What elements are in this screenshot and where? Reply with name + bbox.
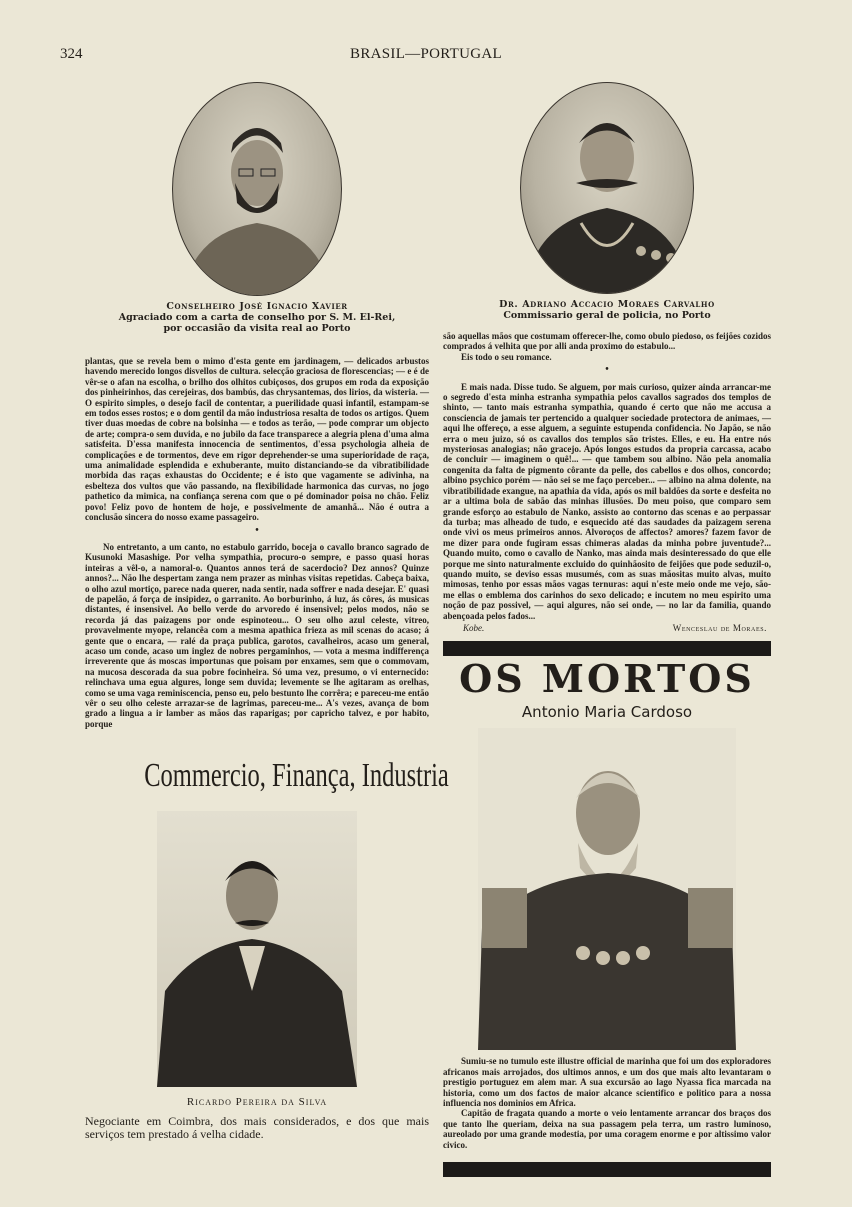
paragraph: Eis todo o seu romance. [461,351,552,362]
mortos-subject-name: Antonio Maria Cardoso [521,703,693,722]
section-heading-commercio [85,755,449,797]
paragraph: No entretanto, a um canto, no estabulo garrido, boceja o cavallo branco sagrado de Kusunoki Masashige. Por velha sympathia, procuro-o sempre, e passo quasi horas inteiras a vêl-o, a namoral-o. Quantos annos terá de sacerdocio? Dez annos? Quinze annos?... Não lhe despertam zanga nem prazer as minhas visitas repetidas. Cabeça baixa, o olho azul mortiço, parece nada querer, nada sentir, nada soffrer e nada desejar. E' quasi de papelão, á força de insipidez, o garranito. Ao borburinho, á luz, ás côres, ás musicas distantes, é insensivel. Ao bello verde do arvoredo é insensivel; pelos modos, não se recorda já das paizagens por onde espinoteou... O seu olho azul celeste, vitreo, provavelmente myope, relancêa com a mesma apathica frieza as mil scenas do acaso; á gente que o encara, — ralé da praça publica, garotos, cavalheiros, acaso um general, acaso um conde, acaso um inglez de nobres pergaminhos, — vota a mesma indifferença irreverente que ás moscas importunas que poisam por enxames, sem que o commovam, na mucosa descorada da sua pobre focinheira. Só uma vez, presumo, o vi enternecido: relinchava uma egua algures, longe sem duvida; levemente se lhe agitaram as orelhas, como se uma vaga reminiscencia, penso eu, pelo bestunto lhe corrêra; e pareceu-me então vêr o seu olho celeste arrazar-se de lagrimas, pareceu-me... A's vezes, avança de bom grado a lingua a ir lamber as mãos das raparigas; por capricho talvez, e por habito, porque [85,541,429,729]
caption-name: Dr. Adriano Accacio Moraes Carvalho [499,299,715,310]
article-left-column [85,356,429,729]
caption-carvalho [443,299,771,321]
paragraph: Capitão de fragata quando a morte o veio lentamente arrancar dos braços dos que tanto lhe queriam, deixa na sua passagem pela terra, um rastro luminoso, aureolado por uma grande modestia, por uma coragem enorme e por altissimo valor civico. [443,1108,771,1150]
paragraph: E mais nada. Disse tudo. Se alguem, por mais curioso, quizer ainda arrancar-me o segredo d'esta minha estranha sympathia pelos cavallos sagrados dos templos de shinto, — tanto mais estranha sympathia, quando é certo que não me accusa a consciencia de jamais ter pertencido a qualquer sociedade protectora de animaes, — aqui lhe offereço, a esse alguem, a seguinte estupenda confidencia. No Japão, se não erra o meu juizo, só os cavallos dos templos são tristes. Elles, e eu. Ha entre nós mysteriosas analogias; não gracejo. Após longos estudos da propria carcassa, acabo de concluir — imaginem o quê!... — que tambem sou albino. Não pela anomalia congenita da falta de pigmento côrante da pelle, dos cabellos e dos olhos, concordo; albino psychico porém — não sei se me faço perceber... — albino na alma dolente, na vibratibilidade exangue, na apathia da vida, após os mil baldões da sorte e desfeita no ar a ultima bola de sabão das minhas illusões. Do meu poiso, que comparo sem grande esforço ao estabulo de Nanko, assisto ao contorno das scenas e ao perpassar da turba; mas alheado de tudo, e esquecido até das saudades da paizagem serena onde vivi os meus primeiros annos. Alvoroços de affectos? amores? fazem favor de me dizer para onde fugiram essas chimeras aladas da minha pobre juventude?... Quando muito, como o cavallo de Nanko, mas ainda mais desinteressado do que elle porque me sinto naturalmente excluido do quinhãosito de feijões que pode seduzil-o, quando muito, se deviso essas musumés, com as suas mãositas muito alvas, muito mimosas, tenho por essas mãos vagas ternuras: aqui n'este meio onde me vejo, são-me ellas o emblema dos carinhos do sexo delicado; e incutem no meu espirito uma noção de paz possivel, — aqui algures, não sei onde, — no lar da familia, quando abençoada pelos fados... [443,381,771,621]
divider-bar [443,1162,771,1177]
portrait-xavier [172,82,342,296]
paragraph: plantas, que se revela bem o mimo d'esta gente em jardinagem, — delicados arbustos havendo merecido longos disvellos de cultura. selecção graciosa de florescencias; — e é de vêr-se o afan na escolha, o brilho dos olhitos cubiçosos, dos grupos em roda da exposição dos pinheirinhos, das cerejeiras, dos bambús, das chrysantemas, dos lirios, da wisteria. — O espirito simples, o desejo facil de contentar, a puerilidade quasi infantil, estampam-se em todos esses rostos; e o dom gentil da mão industriosa resalta de todos os artigos. Quem tiver duas moedas de cobre na bolsinha — e todos as terão, — pode comprar um objecto de arte; compra-o sem duvida, e no jubilo da face transparece a alegria plena d'uma alma satisfeita. D'essa manifesta innocencia de sentimentos, d'essa psychologia alheia de complicações e de tormentos, deve em rigor deprehender-se uma superioridade de raça, uma animalidade esplendida e exhuberante, muito distanciando-se da vibratibilidade morbida das raças exhaustas do Occidente; e é isto que vagamente se adivinha, na esbelteza dos vultos que vão passando, na flexibilidade harmonica das curvas, no jogo pathetico da mimica, na confiança serena com que o pé dominador poisa no chão. Feliz povo! Feliz povo de hontem de hoje, e possivelmente de amanhã... Não é outra a conclusão sincera do nosso exame passageiro. [85,356,429,523]
paragraph: são aquellas mãos que costumam offerecer-lhe, como obulo piedoso, os feijões cozidos comprados á velhita que por alli anda proximo do estabulo... [443,331,771,352]
divider-bar [443,641,771,656]
portrait-carvalho [520,82,694,294]
section-heading-mortos: OS MORTOS [459,656,755,702]
caption-line: por occasião da visita real ao Porto [163,323,351,334]
author: Wenceslau de Moraes. [672,622,767,633]
caption-line: Agraciado com a carta de conselho por S. M. El-Rei, [118,312,396,323]
page-number: 324 [60,46,83,62]
mortos-text [443,1056,771,1150]
caption-xavier [85,301,429,334]
caption-ricardo-silva: Ricardo Pereira da Silva [186,1096,328,1109]
separator: • [255,524,259,536]
photo-ricardo-silva [157,811,357,1087]
portrait-antonio-cardoso [478,728,736,1050]
right-column [443,82,771,1207]
running-title: BRASIL—PORTUGAL [350,46,502,62]
paragraph: Sumiu-se no tumulo este illustre official de marinha que foi um dos exploradores africanos mais arrojados, dos ultimos annos, e um dos que mais alto levantaram o prestigio portuguez em alem mar. A sua excursão ao lago Nyassa fica marcada na historia, como um dos factos de maior alcance scientifico e politico para a nossa influencia nos dominios em Africa. [443,1056,771,1108]
separator: • [605,364,609,376]
caption-text: Negociante em Coimbra, dos mais considerados, e dos que mais serviços tem prestado á velha cidade. [85,1114,429,1142]
place: Kobe. [463,622,485,633]
article-right-column [443,331,771,633]
left-column [85,82,449,1171]
caption-name: Conselheiro José Ignacio Xavier [166,301,348,312]
section-heading-text: Commercio, Finança, Industria [144,757,449,795]
caption-line: Commissario geral de policia, no Porto [503,310,711,321]
